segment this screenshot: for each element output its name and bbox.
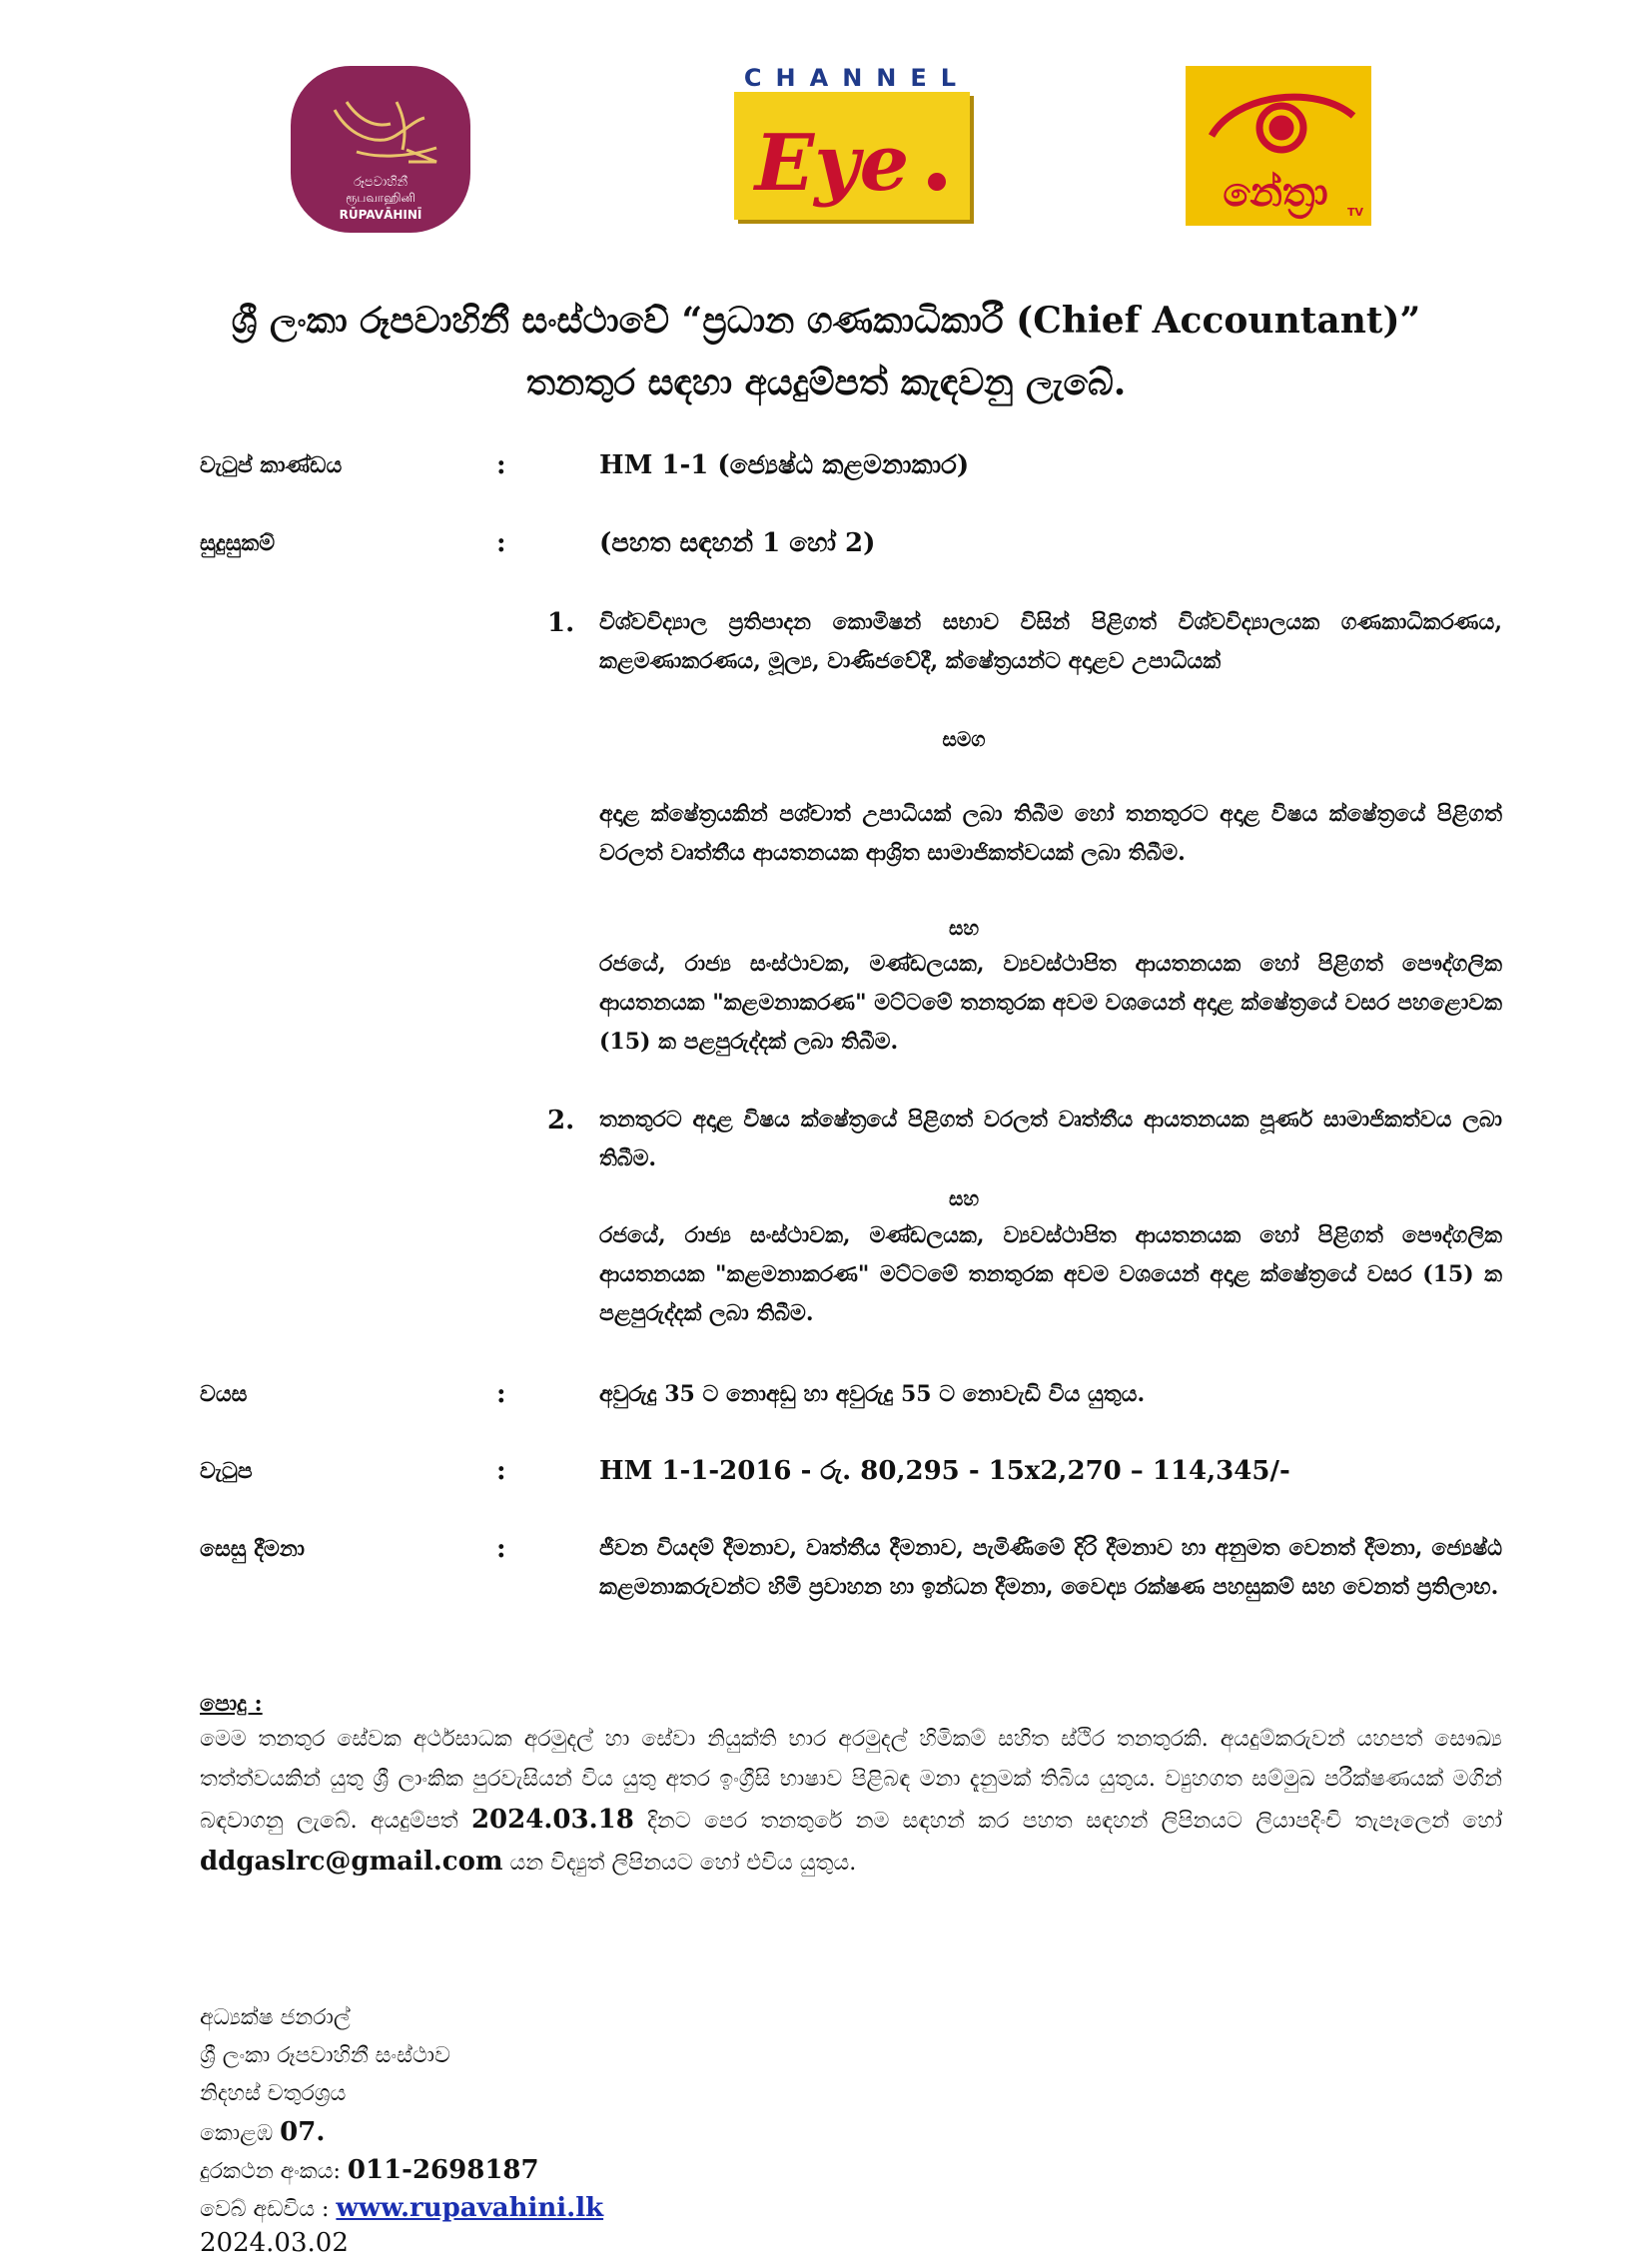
- qualifications-value: (පහත සඳහන් 1 හෝ 2): [599, 528, 876, 558]
- allowances-value: ජීවන වියදම් දීමනාව, වෘත්තීය දීමනාව, පැමිණීමේ දිරි දීමනාව හා අනුමත වෙනත් දීමනා, ජ්‍යෙෂ්ඨ කළමනාකරුවන්ට හිමි ප්‍රවාහන හා ඉන්ධන දීමනා, වෛද්‍ය රක්ෂණ පහසුකම් සහ වෙනත් ප්‍රතිලාභ.: [599, 1535, 1502, 1600]
- salary-colon: :: [496, 1456, 506, 1486]
- address-line-3: නිදහස් චතුරශ්‍රය: [200, 2081, 347, 2106]
- website-link[interactable]: www.rupavahini.lk: [336, 2193, 604, 2223]
- salary-category-colon: :: [496, 450, 506, 480]
- qualification-item-2-experience: රජයේ, රාජ්‍ය සංස්ථාවක, මණ්ඩලයක, ව්‍යවස්ථාපිත ආයතනයක හෝ පිළිගත් පෞද්ගලික ආයතනයක "කළමනාකරණ" මට්ටමේ තනතුරක අවම වශයෙන් අදාළ ක්ෂේත්‍රයේ වසර (15) ක පළපුරුද්දක් ලබා තිබීම.: [599, 1222, 1502, 1326]
- age-value: අවුරුදු 35 ට නොඅඩු හා අවුරුදු 55 ට නොවැඩි විය යුතුය.: [599, 1381, 1146, 1407]
- page-title-line-1: ශ්‍රී ලංකා රූපවාහිනී සංස්ථාවේ “ප්‍රධාන ගණකාධිකාරී (Chief Accountant)”: [231, 300, 1421, 342]
- website-line: [200, 2189, 603, 2229]
- qualification-item-1-experience: රජයේ, රාජ්‍ය සංස්ථාවක, මණ්ඩලයක, ව්‍යවස්ථාපිත ආයතනයක හෝ පිළිගත් පෞද්ගලික ආයතනයක "කළමනාකරණ" මට්ටමේ තනතුරක අවම වශයෙන් අදාළ ක්ෂේත්‍රයේ වසර පහළොවක (15) ක පළපුරුද්දක් ලබා තිබීම.: [599, 951, 1502, 1055]
- rupavahini-logo-tamil: ரூபவாஹினி: [346, 191, 415, 205]
- nethra-tv-logo: [1186, 66, 1371, 226]
- page-title-line-2: තනතුර සඳහා අයදුම්පත් කැඳවනු ලැබේ.: [525, 362, 1127, 403]
- address-line-2: ශ්‍රී ලංකා රූපවාහිනී සංස්ථාව: [200, 2043, 450, 2068]
- rupavahini-logo-english: RŪPAVĀHINĪ: [339, 208, 422, 222]
- nethra-logo-text: නේත්‍රා: [1223, 170, 1328, 216]
- salary-label: වැටුප: [200, 1458, 253, 1484]
- phone-label: දුරකථන අංකය:: [200, 2159, 348, 2184]
- channel-eye-script: Eye: [754, 118, 910, 209]
- qualification-item-2-membership: තනතුරට අදාළ විෂය ක්ෂේත්‍රයේ පිළිගත් වරලත් වෘත්තීය ආයතනයක පූර්ණ සාමාජිකත්වය ලබා තිබීම.: [599, 1107, 1502, 1171]
- qualification-item-2-conjunction: සහ: [948, 1186, 980, 1210]
- qualifications-colon: :: [496, 528, 506, 558]
- age-colon: :: [496, 1379, 506, 1409]
- allowances-colon: :: [496, 1534, 506, 1564]
- application-deadline: 2024.03.18: [470, 1805, 634, 1835]
- general-text-a: මෙම තනතුර සේවක අර්ථසාධක අරමුදල් හා සේවා නියුක්ති භාර අරමුදල් හිමිකම් සහිත ස්ථිර තනතුරකි. අයදුම්කරුවන් යහපත් සෞඛ්‍ය තත්ත්වයකින් යුතු ශ්‍රී ලාංකික පුරවැසියන් විය යුතු අතර ඉංග්‍රීසි භාෂාව පිළිබඳ මනා දැනුමක් තිබිය යුතුය. ව්‍යුහගත සම්මුඛ පරීක්ෂණයක් මගින් බඳවාගනු ලැබේ. අයදුම්පත්: [200, 1727, 1502, 1834]
- qualifications-label: සුදුසුකම්: [200, 530, 276, 556]
- address-postcode: 07.: [280, 2117, 326, 2147]
- rupavahini-logo: [287, 62, 474, 237]
- allowances-label: සෙසු දීමනා: [200, 1536, 305, 1562]
- qualification-item-1-number: 1.: [547, 608, 575, 638]
- salary-value: HM 1-1-2016 - රු. 80,295 - 15x2,270 – 114,345/-: [599, 1456, 1290, 1486]
- salary-category-value: HM 1-1 (ජ්‍යෙෂ්ඨ කළමනාකාර): [599, 450, 970, 480]
- address-line-1: අධ්‍යක්ෂ ජනරාල්: [200, 2005, 351, 2030]
- qualification-item-1-conjunction-1: සමග: [942, 727, 986, 751]
- rupavahini-logo-sinhala: රූපවාහිනී: [353, 175, 409, 190]
- general-text-b: දිනට පෙර තනතුරේ නම සඳහන් කර පහත සඳහන් ලිපිනයට ලියාපදිංචි තැපෑලෙන් හෝ: [633, 1809, 1502, 1834]
- address-city: කොළඹ: [200, 2121, 281, 2146]
- document-date: 2024.03.02: [200, 2228, 349, 2258]
- application-email: ddgaslrc@gmail.com: [200, 1847, 503, 1877]
- qualification-item-2-number: 2.: [547, 1106, 575, 1135]
- address-line-4: [200, 2113, 325, 2153]
- phone-line: [200, 2151, 539, 2191]
- channel-eye-dot-icon: [928, 173, 946, 191]
- channel-eye-top-text: CHANNEL: [743, 64, 971, 92]
- general-heading: පොදු :: [200, 1691, 263, 1717]
- general-text-c: යන විද්‍යුත් ලිපිනයට හෝ එවිය යුතුය.: [502, 1851, 857, 1876]
- website-label: වෙබ් අඩවිය :: [200, 2197, 337, 2222]
- phone-number: 011-2698187: [347, 2155, 539, 2185]
- salary-category-label: වැටුප් කාණ්ඩය: [200, 452, 343, 478]
- channel-eye-logo: [732, 62, 982, 232]
- general-paragraph: [200, 1720, 1502, 1884]
- qualification-item-1-postgrad: අදාළ ක්ෂේත්‍රයකින් පශ්චාත් උපාධියක් ලබා තිබීම හෝ තනතුරට අදාළ විෂය ක්ෂේත්‍රයේ පිළිගත් වරලත් වෘත්තීය ආයතනයක ආශ්‍රිත සාමාජිකත්වයක් ලබා තිබීම.: [599, 801, 1502, 866]
- nethra-logo-tv: TV: [1346, 206, 1364, 219]
- age-label: වයස: [200, 1381, 248, 1407]
- qualification-item-1-degree: විශ්වවිද්‍යාල ප්‍රතිපාදන කොමිෂන් සභාව විසින් පිළිගත් විශ්වවිද්‍යාලයක ගණකාධිකරණය, කළමණාකරණය, මූල්‍ය, වාණිජවේදී, ක්ෂේත්‍රයන්ට අදාළව උපාධියක්: [599, 609, 1502, 674]
- qualification-item-1-conjunction-2: සහ: [948, 916, 980, 940]
